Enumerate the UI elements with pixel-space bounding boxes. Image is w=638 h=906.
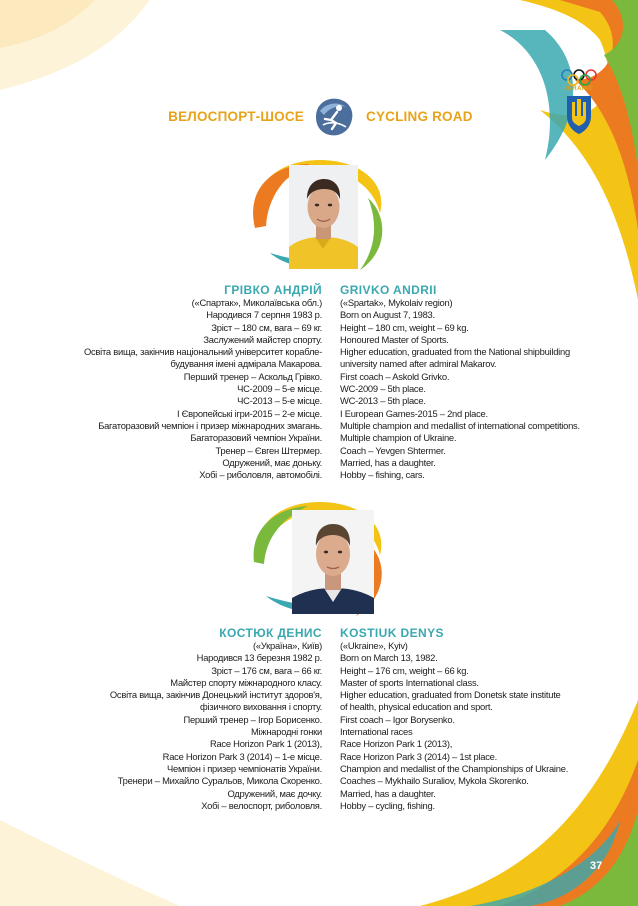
bio-line: («Спартак», Миколаївська обл.) (191, 297, 322, 308)
bio-line: Освіта вища, закінчив національний університет корабле- (83, 346, 322, 358)
bio-line: university named after admiral Makarov. (340, 358, 497, 370)
bio-line: Міжнародні гонки (250, 726, 322, 738)
page-number: 37 (590, 860, 603, 872)
bio-line: Одружений, має доньку. (222, 456, 322, 468)
bio-line: («Spartak», Mykolaiv region) (340, 297, 453, 308)
bio-line: будування імені адмірала Макарова. (170, 358, 322, 370)
bio-line: Народився 13 березня 1982 р. (196, 652, 322, 664)
bio-line: Хобі – риболовля, автомобілі. (199, 469, 322, 481)
athlete-2-name-en: KOSTIUK DENYS (340, 626, 444, 640)
bio-line: Champion and medallist of the Championships of Ukraine. (340, 762, 569, 774)
bio-line: Master of sports International class. (340, 676, 479, 688)
bio-line: Higher education, graduated from the National shipbuilding (340, 346, 570, 358)
bio-line: І Європейські ігри-2015 – 2-е місце. (176, 407, 322, 419)
bio-line: Перший тренер – Ігор Борисенко. (183, 713, 322, 725)
bio-line: Зріст – 176 см, вага – 66 кг. (211, 664, 322, 676)
athlete-2-photo (292, 510, 374, 614)
bio-line: Багаторазовий чемпіон України. (190, 432, 322, 444)
bio-line: фізичного виховання і спорту. (200, 701, 322, 713)
bio-line: Чемпіон і призер чемпіонатів України. (166, 762, 322, 774)
bio-line: Born on August 7, 1983. (340, 309, 435, 321)
olympic-country-label: UKRAINE (562, 86, 594, 92)
athlete-2-photo-frame (250, 500, 390, 618)
athlete-2-name-ua: КОСТЮК ДЕНИС (219, 626, 322, 640)
bio-line: Higher education, graduated from Donetsk state institute (340, 689, 561, 701)
bio-line: Race Horizon Park 3 (2014) – 1-е місце. (162, 750, 322, 762)
bio-line: Народився 7 серпня 1983 р. (206, 309, 322, 321)
athlete-1-bio-en (340, 297, 580, 481)
bio-line: Тренери – Михайло Суральов, Микола Скоренко. (117, 775, 322, 787)
athlete-1-bio-ua (84, 297, 322, 481)
bio-line: ЧС-2013 – 5-е місце. (237, 395, 322, 407)
athlete-2-bio-ua (110, 640, 322, 812)
bio-line: Height – 180 cm, weight – 69 kg. (340, 321, 469, 333)
bio-line: First coach – Igor Borysenko. (340, 713, 455, 725)
olympic-ukraine-emblem (558, 66, 600, 136)
bio-line: Married, has a daughter. (340, 787, 436, 799)
bio-line: Multiple champion and medallist of international competitions. (340, 419, 580, 431)
bio-line: Багаторазовий чемпіон і призер міжнародних змагань. (98, 419, 322, 431)
bio-line: Тренер – Євген Штермер. (215, 444, 322, 456)
bio-line: Race Horizon Park 1 (2013), (209, 738, 322, 750)
bio-line: Зріст – 180 см, вага – 69 кг. (211, 321, 322, 333)
bio-line: of health, physical education and sport. (340, 701, 493, 713)
bio-line: («Ukraine», Kyiv) (340, 640, 408, 651)
athlete-2-bio-en (340, 640, 568, 812)
bio-line: WC-2009 – 5th place. (340, 383, 426, 395)
athlete-1-photo (289, 165, 358, 269)
bio-line: Заслужений майстер спорту. (203, 333, 322, 345)
athlete-1-photo-frame (250, 158, 390, 273)
bio-line: Height – 176 cm, weight – 66 kg. (340, 664, 469, 676)
bio-line: Одружений, має дочку. (227, 787, 322, 799)
athlete-1-name-en: GRIVKO ANDRII (340, 283, 437, 297)
bio-line: Coaches – Mykhailo Suraliov, Mykola Skorenko. (340, 775, 529, 787)
bio-line: Хобі – велоспорт, риболовля. (201, 799, 322, 811)
bio-line: First coach – Askold Grivko. (340, 370, 450, 382)
bio-line: Born on March 13, 1982. (340, 652, 438, 664)
bio-line: Hobby – fishing, cars. (340, 469, 425, 481)
bio-line: Married, has a daughter. (340, 456, 436, 468)
athlete-1-name-ua: ГРІВКО АНДРІЙ (224, 283, 322, 297)
sport-title-en: CYCLING ROAD (366, 109, 473, 124)
bio-line: International races (340, 726, 413, 738)
bio-line: Coach – Yevgen Shtermer. (340, 444, 446, 456)
bio-line: Освіта вища, закінчив Донецький інститут здоров'я, (109, 689, 322, 701)
bio-line: Майстер спорту міжнародного класу. (170, 676, 322, 688)
bio-line: Race Horizon Park 3 (2014) – 1st place. (340, 750, 497, 762)
bio-line: WC-2013 – 5th place. (340, 395, 426, 407)
bio-line: («Україна», Київ) (253, 640, 322, 651)
cycling-road-icon (312, 95, 356, 139)
bio-line: Honoured Master of Sports. (340, 333, 449, 345)
bio-line: Multiple champion of Ukraine. (340, 432, 457, 444)
bio-line: Hobby – cycling, fishing. (340, 799, 435, 811)
bio-line: I European Games-2015 – 2nd place. (340, 407, 488, 419)
bio-line: Перший тренер – Аскольд Грівко. (183, 370, 322, 382)
sport-title-ua: ВЕЛОСПОРТ-ШОСЕ (168, 109, 304, 124)
bio-line: Race Horizon Park 1 (2013), (340, 738, 453, 750)
bio-line: ЧС-2009 – 5-е місце. (237, 383, 322, 395)
